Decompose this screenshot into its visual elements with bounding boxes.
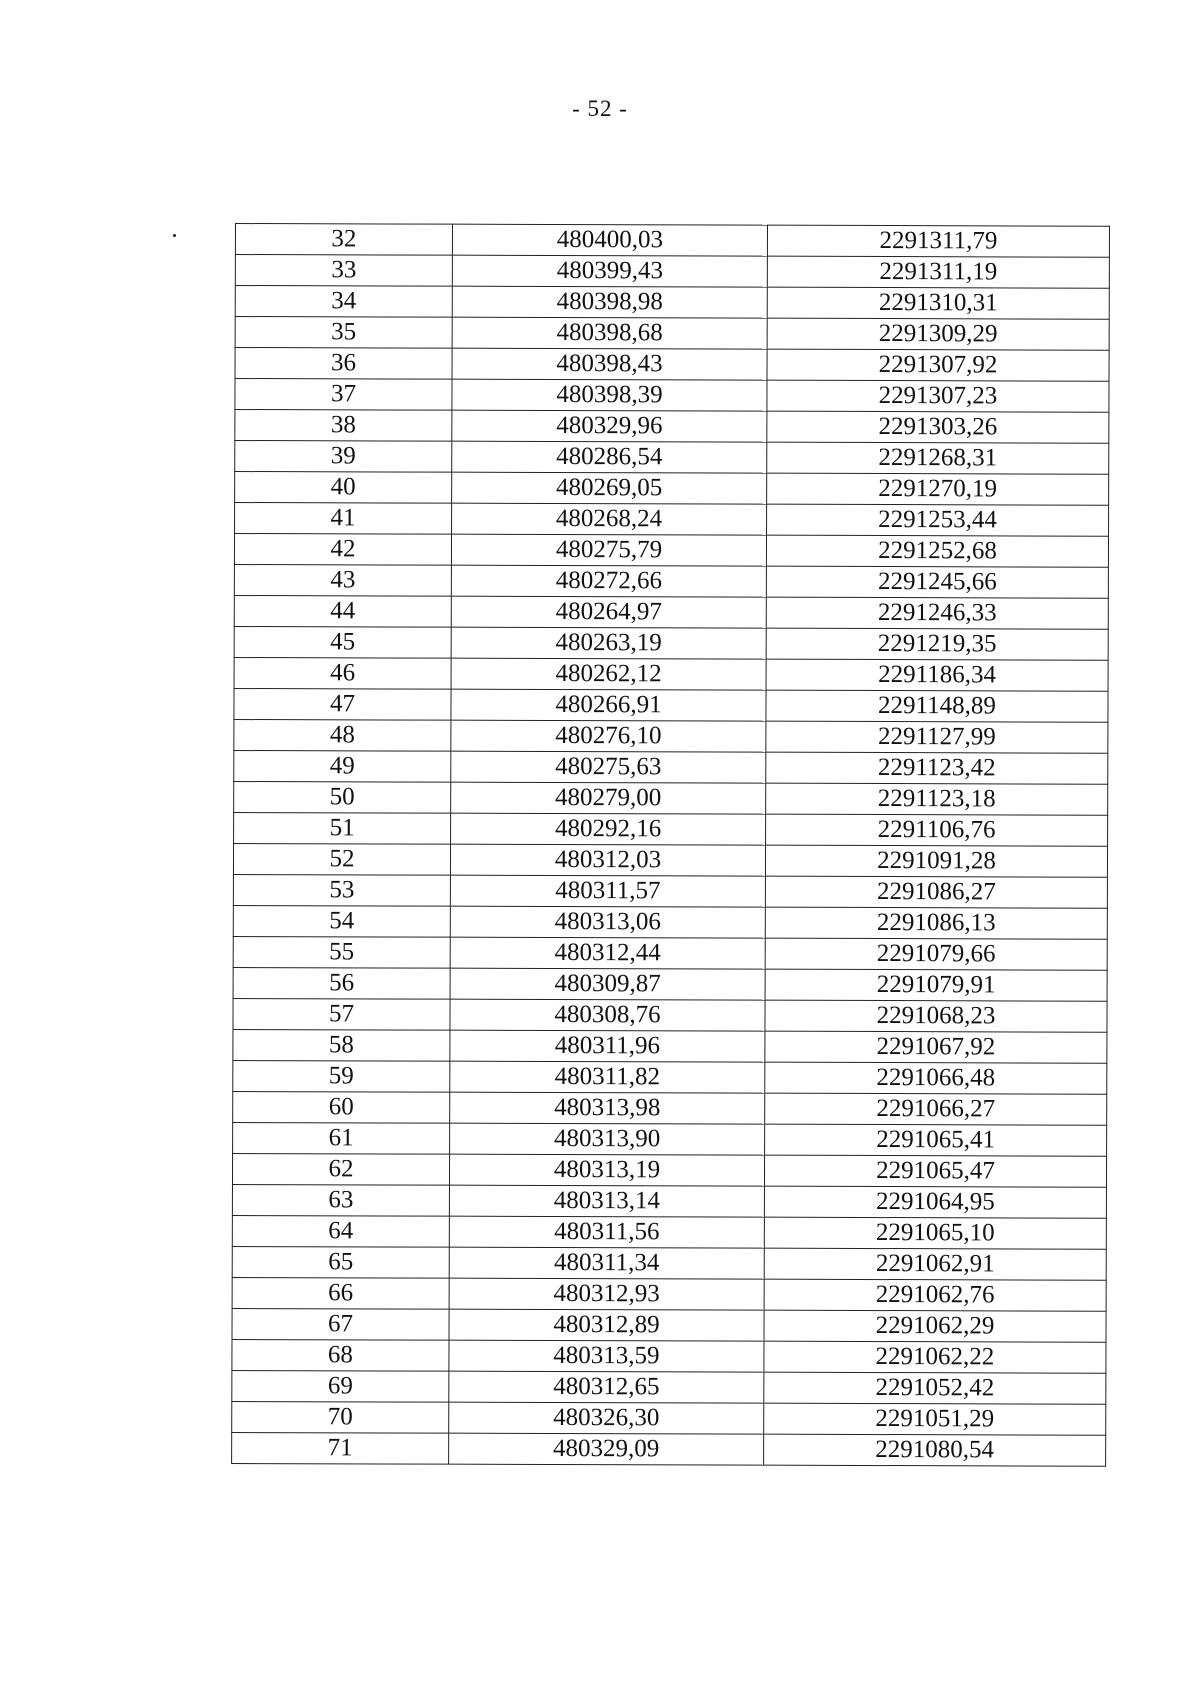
- point-number-cell: 48: [234, 719, 451, 751]
- point-number-cell: 64: [232, 1215, 449, 1247]
- y-coordinate-cell: 2291127,99: [766, 721, 1108, 753]
- table-row: [235, 441, 1109, 475]
- x-coordinate-cell: 480279,00: [451, 782, 766, 814]
- y-coordinate-cell: 2291080,54: [764, 1434, 1106, 1466]
- table-row: [233, 874, 1107, 908]
- x-coordinate-cell: 480311,56: [449, 1216, 764, 1248]
- table-row: [235, 472, 1109, 506]
- y-coordinate-cell: 2291062,29: [764, 1310, 1106, 1342]
- table-row: [233, 1122, 1107, 1156]
- table-row: [234, 719, 1108, 753]
- x-coordinate-cell: 480312,03: [450, 844, 765, 876]
- table-row: [234, 657, 1108, 691]
- table-row: [235, 286, 1109, 320]
- point-number-cell: 71: [232, 1432, 449, 1464]
- x-coordinate-cell: 480313,98: [450, 1092, 765, 1124]
- y-coordinate-cell: 2291051,29: [764, 1403, 1106, 1435]
- table-row: [235, 410, 1109, 444]
- point-number-cell: 54: [233, 905, 450, 937]
- y-coordinate-cell: 2291311,79: [767, 225, 1109, 257]
- table-row: [235, 503, 1109, 537]
- point-number-cell: 66: [232, 1277, 449, 1309]
- x-coordinate-cell: 480286,54: [452, 441, 767, 473]
- point-number-cell: 47: [234, 688, 451, 720]
- y-coordinate-cell: 2291123,42: [766, 752, 1108, 784]
- y-coordinate-cell: 2291065,47: [764, 1155, 1106, 1187]
- y-coordinate-cell: 2291252,68: [766, 535, 1108, 567]
- point-number-cell: 65: [232, 1246, 449, 1278]
- table-row: [233, 1060, 1107, 1094]
- y-coordinate-cell: 2291052,42: [764, 1372, 1106, 1404]
- table-row: [232, 1246, 1106, 1280]
- table-row: [233, 843, 1107, 877]
- table-row: [234, 626, 1108, 660]
- table-row: [234, 781, 1108, 815]
- y-coordinate-cell: 2291246,33: [766, 597, 1108, 629]
- y-coordinate-cell: 2291086,13: [765, 907, 1107, 939]
- x-coordinate-cell: 480311,34: [449, 1247, 764, 1279]
- x-coordinate-cell: 480268,24: [452, 503, 767, 535]
- point-number-cell: 68: [232, 1339, 449, 1371]
- x-coordinate-cell: 480312,65: [449, 1371, 764, 1403]
- x-coordinate-cell: 480263,19: [451, 627, 766, 659]
- coordinates-table: [231, 223, 1110, 1467]
- y-coordinate-cell: 2291309,29: [767, 318, 1109, 350]
- x-coordinate-cell: 480269,05: [452, 472, 767, 504]
- point-number-cell: 46: [234, 657, 451, 689]
- table-row: [234, 534, 1108, 568]
- point-number-cell: 44: [234, 595, 451, 627]
- table-row: [235, 348, 1109, 382]
- table-row: [232, 1339, 1106, 1373]
- x-coordinate-cell: 480262,12: [451, 658, 766, 690]
- point-number-cell: 50: [234, 781, 451, 813]
- table-row: [234, 564, 1108, 598]
- coordinates-table-body: [232, 224, 1110, 1467]
- point-number-cell: 63: [232, 1184, 449, 1216]
- y-coordinate-cell: 2291268,31: [767, 442, 1109, 474]
- x-coordinate-cell: 480276,10: [451, 720, 766, 752]
- x-coordinate-cell: 480398,39: [452, 379, 767, 411]
- point-number-cell: 33: [235, 255, 452, 287]
- x-coordinate-cell: 480312,93: [449, 1278, 764, 1310]
- x-coordinate-cell: 480266,91: [451, 689, 766, 721]
- point-number-cell: 38: [235, 410, 452, 442]
- point-number-cell: 69: [232, 1370, 449, 1402]
- point-number-cell: 52: [233, 843, 450, 875]
- y-coordinate-cell: 2291066,48: [765, 1062, 1107, 1094]
- point-number-cell: 43: [234, 564, 451, 596]
- y-coordinate-cell: 2291091,28: [765, 845, 1107, 877]
- point-number-cell: 36: [235, 348, 452, 380]
- table-row: [233, 967, 1107, 1001]
- y-coordinate-cell: 2291245,66: [766, 566, 1108, 598]
- table-row: [234, 595, 1108, 629]
- x-coordinate-cell: 480326,30: [449, 1402, 764, 1434]
- point-number-cell: 58: [233, 1029, 450, 1061]
- point-number-cell: 67: [232, 1308, 449, 1340]
- y-coordinate-cell: 2291123,18: [766, 783, 1108, 815]
- y-coordinate-cell: 2291062,22: [764, 1341, 1106, 1373]
- x-coordinate-cell: 480275,63: [451, 751, 766, 783]
- table-row: [233, 998, 1107, 1032]
- point-number-cell: 45: [234, 626, 451, 658]
- scan-artifact-dot: [173, 234, 176, 237]
- point-number-cell: 70: [232, 1401, 449, 1433]
- x-coordinate-cell: 480399,43: [452, 255, 767, 287]
- x-coordinate-cell: 480311,82: [450, 1061, 765, 1093]
- x-coordinate-cell: 480311,57: [450, 875, 765, 907]
- y-coordinate-cell: 2291066,27: [765, 1093, 1107, 1125]
- point-number-cell: 32: [235, 224, 452, 256]
- x-coordinate-cell: 480313,06: [450, 906, 765, 938]
- y-coordinate-cell: 2291186,34: [766, 659, 1108, 691]
- point-number-cell: 53: [233, 874, 450, 906]
- y-coordinate-cell: 2291219,35: [766, 628, 1108, 660]
- y-coordinate-cell: 2291079,66: [765, 938, 1107, 970]
- point-number-cell: 55: [233, 936, 450, 968]
- table-row: [235, 379, 1109, 413]
- y-coordinate-cell: 2291062,76: [764, 1279, 1106, 1311]
- point-number-cell: 56: [233, 967, 450, 999]
- y-coordinate-cell: 2291086,27: [765, 876, 1107, 908]
- point-number-cell: 62: [232, 1153, 449, 1185]
- table-row: [233, 1091, 1107, 1125]
- y-coordinate-cell: 2291310,31: [767, 287, 1109, 319]
- x-coordinate-cell: 480400,03: [452, 224, 767, 256]
- x-coordinate-cell: 480313,14: [449, 1185, 764, 1217]
- point-number-cell: 40: [235, 472, 452, 504]
- point-number-cell: 42: [234, 534, 451, 566]
- table-row: [232, 1432, 1106, 1466]
- point-number-cell: 60: [233, 1091, 450, 1123]
- y-coordinate-cell: 2291064,95: [764, 1186, 1106, 1218]
- point-number-cell: 37: [235, 379, 452, 411]
- y-coordinate-cell: 2291062,91: [764, 1248, 1106, 1280]
- point-number-cell: 51: [234, 812, 451, 844]
- x-coordinate-cell: 480264,97: [451, 596, 766, 628]
- x-coordinate-cell: 480329,96: [452, 410, 767, 442]
- table-row: [234, 688, 1108, 722]
- x-coordinate-cell: 480312,89: [449, 1309, 764, 1341]
- point-number-cell: 35: [235, 317, 452, 349]
- table-row: [232, 1308, 1106, 1342]
- x-coordinate-cell: 480313,59: [449, 1340, 764, 1372]
- table-row: [232, 1370, 1106, 1404]
- y-coordinate-cell: 2291148,89: [766, 690, 1108, 722]
- table-row: [232, 1153, 1106, 1187]
- point-number-cell: 57: [233, 998, 450, 1030]
- x-coordinate-cell: 480313,90: [450, 1123, 765, 1155]
- x-coordinate-cell: 480309,87: [450, 968, 765, 1000]
- x-coordinate-cell: 480311,96: [450, 1030, 765, 1062]
- point-number-cell: 34: [235, 286, 452, 318]
- table-row: [234, 812, 1108, 846]
- table-row: [235, 255, 1109, 289]
- y-coordinate-cell: 2291065,10: [764, 1217, 1106, 1249]
- table-row: [235, 224, 1109, 258]
- point-number-cell: 39: [235, 441, 452, 473]
- x-coordinate-cell: 480312,44: [450, 937, 765, 969]
- x-coordinate-cell: 480308,76: [450, 999, 765, 1031]
- y-coordinate-cell: 2291270,19: [767, 473, 1109, 505]
- table-row: [233, 936, 1107, 970]
- point-number-cell: 59: [233, 1060, 450, 1092]
- y-coordinate-cell: 2291079,91: [765, 969, 1107, 1001]
- table-row: [233, 905, 1107, 939]
- table-row: [232, 1277, 1106, 1311]
- point-number-cell: 49: [234, 750, 451, 782]
- y-coordinate-cell: 2291068,23: [765, 1000, 1107, 1032]
- x-coordinate-cell: 480398,68: [452, 317, 767, 349]
- table-row: [232, 1184, 1106, 1218]
- table-row: [232, 1401, 1106, 1435]
- point-number-cell: 41: [235, 503, 452, 535]
- y-coordinate-cell: 2291303,26: [767, 411, 1109, 443]
- y-coordinate-cell: 2291253,44: [767, 504, 1109, 536]
- y-coordinate-cell: 2291307,92: [767, 349, 1109, 381]
- x-coordinate-cell: 480313,19: [449, 1154, 764, 1186]
- x-coordinate-cell: 480398,43: [452, 348, 767, 380]
- y-coordinate-cell: 2291307,23: [767, 380, 1109, 412]
- y-coordinate-cell: 2291065,41: [765, 1124, 1107, 1156]
- table-row: [234, 750, 1108, 784]
- y-coordinate-cell: 2291106,76: [766, 814, 1108, 846]
- x-coordinate-cell: 480275,79: [451, 534, 766, 566]
- table-row: [232, 1215, 1106, 1249]
- x-coordinate-cell: 480272,66: [451, 565, 766, 597]
- table-row: [235, 317, 1109, 351]
- x-coordinate-cell: 480329,09: [449, 1433, 764, 1465]
- y-coordinate-cell: 2291311,19: [767, 256, 1109, 288]
- table-row: [233, 1029, 1107, 1063]
- y-coordinate-cell: 2291067,92: [765, 1031, 1107, 1063]
- page-number: - 52 -: [572, 96, 628, 121]
- x-coordinate-cell: 480292,16: [451, 813, 766, 845]
- x-coordinate-cell: 480398,98: [452, 286, 767, 318]
- point-number-cell: 61: [233, 1122, 450, 1154]
